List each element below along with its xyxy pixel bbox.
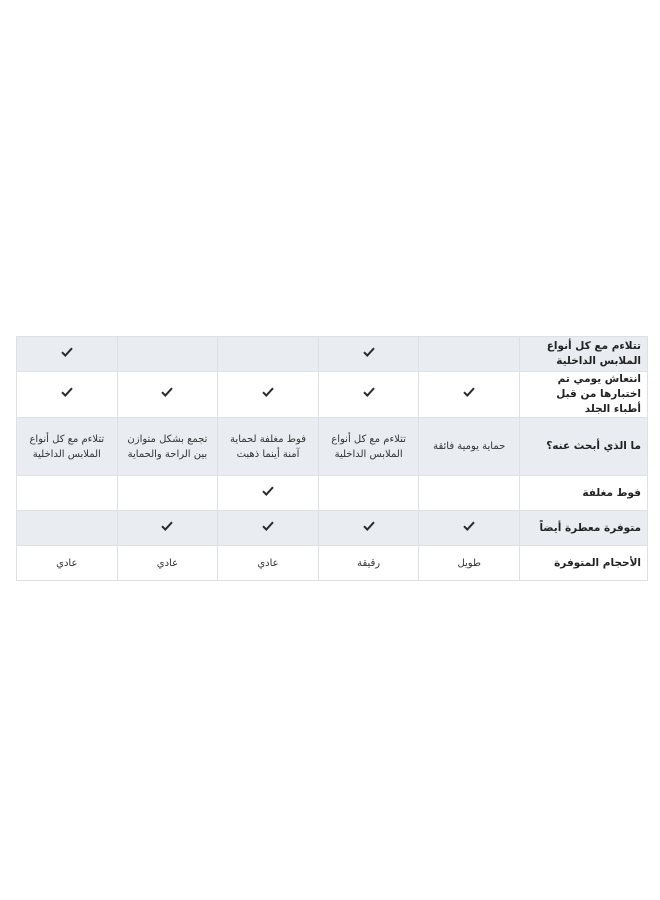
table-cell [419, 337, 520, 372]
check-icon [61, 387, 73, 397]
row-label: الأحجام المتوفرة [520, 546, 648, 581]
table-cell [419, 476, 520, 511]
table-cell [318, 372, 419, 418]
table-cell: حماية يومية فائقة [419, 418, 520, 476]
table-cell: تجمع بشكل متوازن بين الراحة والحماية [117, 418, 218, 476]
table-cell: عادي [17, 546, 118, 581]
table-cell [419, 372, 520, 418]
table-cell [117, 372, 218, 418]
table-cell [218, 511, 319, 546]
table-cell [419, 511, 520, 546]
table-row [17, 511, 648, 546]
check-icon [262, 521, 274, 531]
check-icon [262, 486, 274, 496]
table-cell: تتلاءم مع كل أنواع الملابس الداخلية [318, 418, 419, 476]
table-cell: رقيقة [318, 546, 419, 581]
check-icon [363, 347, 375, 357]
table-cell [17, 372, 118, 418]
check-icon [161, 521, 173, 531]
check-icon [61, 347, 73, 357]
table-row [17, 418, 648, 476]
table-cell [117, 337, 218, 372]
table-cell: فوط مغلفة لحماية آمنة أينما ذهبت [218, 418, 319, 476]
table-cell: عادي [117, 546, 218, 581]
table-cell [117, 476, 218, 511]
table-row [17, 546, 648, 581]
check-icon [463, 521, 475, 531]
table-cell [17, 476, 118, 511]
check-icon [463, 387, 475, 397]
table-cell [17, 511, 118, 546]
check-icon [262, 387, 274, 397]
table-cell: عادي [218, 546, 319, 581]
row-label: فوط مغلفة [520, 476, 648, 511]
table-row [17, 372, 648, 418]
row-label: انتعاش يومي تم اختبارها من قبل أطباء الجلد [520, 372, 648, 418]
row-label: ما الذي أبحث عنه؟ [520, 418, 648, 476]
table-row [17, 337, 648, 372]
table-cell [218, 476, 319, 511]
table-cell [318, 476, 419, 511]
table-cell [318, 511, 419, 546]
table-cell: طويل [419, 546, 520, 581]
check-icon [363, 521, 375, 531]
table-row [17, 476, 648, 511]
comparison-table [16, 336, 648, 581]
comparison-table-wrapper [16, 336, 648, 581]
table-cell [218, 372, 319, 418]
check-icon [363, 387, 375, 397]
row-label: تتلاءم مع كل أنواع الملابس الداخلية [520, 337, 648, 372]
table-cell [17, 337, 118, 372]
row-label: متوفرة معطرة أيضاً [520, 511, 648, 546]
table-cell [117, 511, 218, 546]
table-cell: تتلاءم مع كل أنواع الملابس الداخلية [17, 418, 118, 476]
table-cell [218, 337, 319, 372]
table-cell [318, 337, 419, 372]
check-icon [161, 387, 173, 397]
